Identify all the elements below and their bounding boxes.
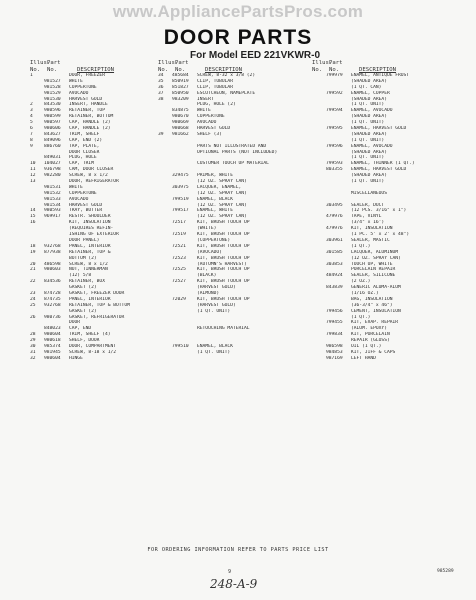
part-description: BOTTOM (2) xyxy=(69,255,97,261)
part-no: 980593 xyxy=(44,208,61,214)
part-no: 834536 xyxy=(44,279,61,285)
part-no: 980604 xyxy=(44,332,61,338)
part-description: (2 OZ.) xyxy=(351,279,371,285)
part-description: (SHADED AREA) xyxy=(351,96,387,102)
header-part-no: Part No. xyxy=(47,60,61,73)
part-no: 981945 xyxy=(44,349,61,355)
parts-column-2 xyxy=(158,60,310,356)
part-description: (3/4" x 16') xyxy=(351,220,385,226)
part-description: (ALMOND) xyxy=(197,290,220,296)
part-description: (1/16 OZ.) xyxy=(351,290,379,296)
header-part-no: Part No. xyxy=(175,60,189,73)
illus-no: 38 xyxy=(158,96,164,102)
part-description: PANEL, INTERIOR xyxy=(69,296,111,302)
part-description: ENAMEL, COPPER xyxy=(351,90,390,96)
illus-no: 1 xyxy=(30,73,33,78)
part-no: 886760 xyxy=(44,143,61,149)
part-description: ENAMEL, AVOCADO xyxy=(351,143,393,149)
part-no: 799595 xyxy=(326,126,343,132)
part-no: 803355 xyxy=(326,167,343,173)
header-description: DESCRIPTION xyxy=(205,66,243,73)
part-no: 981534 xyxy=(44,202,61,208)
part-no: 877938 xyxy=(44,249,61,255)
part-no: 72521 xyxy=(172,243,186,249)
part-no: 479976 xyxy=(326,214,343,220)
part-description: NUT, TINNERMAN xyxy=(69,267,108,273)
part-description: (SHADED AREA) xyxy=(351,114,387,120)
part-description: (1 QT. UNIT) xyxy=(351,137,385,143)
part-description: SCREW, 8 x 1/2 xyxy=(69,261,108,267)
part-description: KIT, PORCELAIN xyxy=(351,332,390,338)
header-illus-no: Illus. No. xyxy=(312,60,333,73)
illus-no: 34 xyxy=(158,73,164,78)
part-no: 72525 xyxy=(172,267,186,273)
part-description: RETAINER, BOX xyxy=(69,279,105,285)
part-description: (1 QT. UNIT) xyxy=(351,155,385,161)
part-description: (12 OZ. SPRAY CAN) xyxy=(351,255,401,261)
part-no: 980736 xyxy=(44,314,61,320)
illus-no: 29 xyxy=(30,338,36,344)
part-no: 984853 xyxy=(326,349,343,355)
part-description: KIT, BRUSH TOUCH UP xyxy=(197,220,250,226)
part-no: 848023 xyxy=(44,326,61,332)
part-no: 799596 xyxy=(326,143,343,149)
part-description: GASKET (2) xyxy=(69,285,97,291)
part-description: RETAINER, TOP xyxy=(69,108,105,114)
part-description: (12 OZ. SPRAY CAN) xyxy=(197,214,247,220)
part-description: RETAINER, TOP & BOTTOM xyxy=(69,302,130,308)
part-no: 980669 xyxy=(172,120,189,126)
part-no: 799519 xyxy=(172,196,189,202)
part-description: CUSTOMER TOUCH UP MATERIAL xyxy=(197,161,269,167)
part-description: SEALER, DUCT xyxy=(351,202,385,208)
part-description: WHITE xyxy=(69,78,83,84)
part-description: DOOR, REFRIGERATOR xyxy=(69,179,119,185)
part-description: COPPERTONE xyxy=(197,114,225,120)
part-description: OPTIONAL PARTS (NOT INCLUDED) xyxy=(197,149,278,155)
part-description: RETOUCHING MATERIAL xyxy=(197,326,250,332)
part-description: (AUTUMN'S HARVEST) xyxy=(197,261,247,267)
part-description: (AVOCADO) xyxy=(197,249,222,255)
part-description: AVOCADO xyxy=(69,90,89,96)
part-no: 303853 xyxy=(326,261,343,267)
part-no: 850950 xyxy=(172,90,189,96)
part-description: KIT, BRUSH TOUCH UP xyxy=(197,243,250,249)
part-description: (COPPERTONE) xyxy=(197,237,231,243)
part-no: 303495 xyxy=(326,202,343,208)
part-description: CAP, TRIM xyxy=(69,161,94,167)
part-no: 983209 xyxy=(172,96,189,102)
part-no: 799510 xyxy=(172,343,189,349)
part-description: INSERT, HANDLE xyxy=(69,102,108,108)
parts-rows xyxy=(312,73,458,362)
part-description: KIT, BRUSH TOUCH UP xyxy=(197,296,250,302)
part-no: 799455 xyxy=(326,320,343,326)
part-description: HINGE xyxy=(69,355,83,361)
parts-column-1 xyxy=(30,60,156,362)
part-description: (12 OZ. SPRAY CAN) xyxy=(197,202,247,208)
illus-no: 21 xyxy=(30,267,36,273)
part-description: (ALUM. EPOXY) xyxy=(351,326,387,332)
part-description: DOOR xyxy=(69,320,81,326)
part-no: 986598 xyxy=(326,343,343,349)
illus-no: 14 xyxy=(30,208,36,214)
illus-no: 4 xyxy=(30,114,33,120)
part-no: 981527 xyxy=(44,78,61,84)
header-part-no: Part No. xyxy=(329,60,343,73)
header-description: DESCRIPTION xyxy=(77,66,115,73)
column-header xyxy=(312,60,458,73)
illus-no: 9 xyxy=(30,143,33,149)
illus-no: 24 xyxy=(30,296,36,302)
part-description: KIT, BRUSH TOUCH UP xyxy=(197,232,250,238)
part-description: ENAMEL, THINNER (1 QT.) xyxy=(351,161,415,167)
part-no: 485684 xyxy=(172,73,189,78)
part-description: CLIP, TUBULAR xyxy=(197,84,233,90)
part-description: RESTR. SHOULDER xyxy=(69,214,111,220)
part-no: 985374 xyxy=(44,343,61,349)
document-number: 985289 xyxy=(437,569,454,574)
part-no: 799979 xyxy=(326,73,343,78)
part-description: ENAMEL, AVOCADO xyxy=(351,108,393,114)
part-no: 799834 xyxy=(326,332,343,338)
part-description: LACQUER, ENAMEL, xyxy=(197,184,242,190)
part-description: (SHADED AREA) xyxy=(351,131,387,137)
part-description: KIT, INSULATION xyxy=(351,226,393,232)
part-description: PORCELAIN REPAIR xyxy=(351,267,396,273)
part-description: (1 QT. UNIT) xyxy=(351,120,385,126)
part-no: 799456 xyxy=(326,308,343,314)
illus-no: 8 xyxy=(30,137,33,143)
part-description: TRIM, SHELF (4) xyxy=(69,332,111,338)
part-no: 981532 xyxy=(44,190,61,196)
part-description: PARTS NOT ILLUSTRATED AND xyxy=(197,143,267,149)
part-description: PRIMER, WHITE xyxy=(197,173,233,179)
illus-no: 30 xyxy=(30,343,36,349)
watermark: www.AppliancePartsPros.com xyxy=(112,2,364,21)
part-description: ENAMEL, HARVEST GOLD xyxy=(351,167,407,173)
part-description: REPAIR (GLOSS) xyxy=(351,338,390,344)
part-description: (SHADED AREA) xyxy=(351,78,387,84)
part-no: 479976 xyxy=(326,226,343,232)
part-description: (12 OZ. SPRAY CAN) xyxy=(197,190,247,196)
illus-no: 3 xyxy=(30,108,33,114)
illus-no: 39 xyxy=(158,131,164,137)
illus-no: 5 xyxy=(30,120,33,126)
header-illus-no: Illus. No. xyxy=(158,60,179,73)
part-description: CAP, HANDLE (2) xyxy=(69,120,111,126)
part-no: 72519 xyxy=(172,232,186,238)
part-description: COPPERTONE xyxy=(69,84,97,90)
part-no: 799592 xyxy=(326,90,343,96)
part-no: 981529 xyxy=(44,90,61,96)
parts-rows xyxy=(158,73,310,356)
part-description: KIT, JIFF & CAPS xyxy=(351,349,396,355)
part-description: ENAMEL, BLACK xyxy=(197,196,233,202)
part-description: CAM, DOOR CLOSER xyxy=(69,167,114,173)
part-description: PLUG, HOLE xyxy=(69,155,97,161)
part-description: SEALER, MASTIC xyxy=(351,237,390,243)
part-no: 980596 xyxy=(44,108,61,114)
part-no: 969917 xyxy=(44,214,61,220)
part-description: (12 PCS. 3/16" x 1") xyxy=(351,208,407,214)
part-description: WHITE xyxy=(69,184,83,190)
part-description: ENAMEL, ANTIQUE FROST xyxy=(351,73,410,78)
ordering-footer: FOR ORDERING INFORMATION REFER TO PARTS PRICE LIST xyxy=(147,547,329,553)
part-description: SHELF (3) xyxy=(197,131,222,137)
part-description: PANEL, INTERIOR xyxy=(69,243,111,249)
part-description: CEMENT, INSULATION xyxy=(351,308,401,314)
part-row xyxy=(312,356,458,362)
part-no: 843839 xyxy=(326,285,343,291)
illus-no: 23 xyxy=(30,290,36,296)
part-no: 980606 xyxy=(44,126,61,132)
part-description: ENAMEL, WHITE xyxy=(197,208,233,214)
part-no: 486598 xyxy=(44,261,61,267)
illus-no: 28 xyxy=(30,332,36,338)
part-description: OIL (1 QT.) xyxy=(351,343,382,349)
part-description: SCREW, 8 x 1/2 xyxy=(69,173,108,179)
illus-no: 7 xyxy=(30,131,33,137)
part-row xyxy=(158,350,310,356)
part-no: 851827 xyxy=(172,84,189,90)
part-description: (1 PC. 5' x 2' x 48") xyxy=(351,232,410,238)
part-no: 980604 xyxy=(44,355,61,361)
illus-no: 6 xyxy=(30,126,33,132)
part-description: ESCUTCHEON, NAMEPLATE xyxy=(197,90,256,96)
part-description: AVOCADO xyxy=(197,120,217,126)
part-description: CAP, END (2) xyxy=(69,137,103,143)
part-no: 932768 xyxy=(44,302,61,308)
part-no: 980668 xyxy=(172,126,189,132)
part-description: (SHADED AREA) xyxy=(351,149,387,155)
part-description: PLUG, HOLE (2) xyxy=(197,102,236,108)
part-no: 936798 xyxy=(44,167,61,173)
part-description: WHITE xyxy=(197,108,211,114)
part-description: (SHADED AREA) xyxy=(351,173,387,179)
illus-no: 37 xyxy=(158,90,164,96)
part-no: 301585 xyxy=(326,249,343,255)
illus-no: 18 xyxy=(30,243,36,249)
part-description: CAP, END xyxy=(69,326,92,332)
part-description: GENERIC ALUMA-ALUM xyxy=(351,285,401,291)
column-header xyxy=(158,60,310,73)
illus-no: 19 xyxy=(30,249,36,255)
part-description: DOOR CLOSER xyxy=(69,149,100,155)
part-description: (1 QT.) xyxy=(351,314,371,320)
part-description: (HARVEST GOLD) xyxy=(197,302,236,308)
part-no: 982280 xyxy=(44,173,61,179)
part-description: LACQUER, ALUMINUM xyxy=(351,249,399,255)
part-no: 981530 xyxy=(44,96,61,102)
part-description: (1 QT. UNIT) xyxy=(351,102,385,108)
part-description: LEFT HAND xyxy=(351,355,376,361)
part-description: RETAINER, BOTTOM xyxy=(69,114,114,120)
illus-no: 31 xyxy=(30,349,36,355)
part-description: KIT, INSULATION xyxy=(69,220,111,226)
part-no: 799594 xyxy=(326,108,343,114)
part-description: SCREW, 8-18 x 1/2 xyxy=(69,349,117,355)
part-description: TOUCH UP, WHITE xyxy=(351,261,393,267)
part-description: HARVEST GOLD xyxy=(197,126,231,132)
column-header xyxy=(30,60,156,73)
part-description: SHELF, DOOR xyxy=(69,338,100,344)
page-title: DOOR PARTS xyxy=(163,26,313,49)
part-no: 303975 xyxy=(172,184,189,190)
part-description: (1 QT.) xyxy=(351,243,371,249)
part-no: 874728 xyxy=(44,290,61,296)
illus-no: 12 xyxy=(30,173,36,179)
part-no: 981528 xyxy=(44,84,61,90)
part-description: (1 QT. UNIT) xyxy=(197,308,231,314)
illus-no: 22 xyxy=(30,279,36,285)
part-description: TRAY, BUTTER xyxy=(69,208,103,214)
part-description: ENAMEL, BLACK xyxy=(197,343,233,349)
part-no: 834875 xyxy=(172,108,189,114)
handwritten-note: 248-A-9 xyxy=(210,577,258,591)
part-no: 303961 xyxy=(326,237,343,243)
part-description: GASKET, FREEZER DOOR xyxy=(69,290,125,296)
part-description: (BLACK) xyxy=(197,273,217,279)
part-description: CAP, HANDLE (2) xyxy=(69,126,111,132)
parts-rows xyxy=(30,73,156,362)
model-subtitle: For Model EED 221VKWR-0 xyxy=(190,50,321,61)
part-no: 104027 xyxy=(44,161,61,167)
part-description: COPPERTONE xyxy=(69,190,97,196)
part-no: 980597 xyxy=(44,120,61,126)
part-description: TAPE, VINYL xyxy=(351,214,382,220)
part-no: 843627 xyxy=(44,131,61,137)
part-no: 799593 xyxy=(326,161,343,167)
part-description: ISHING OF EXTERIOR xyxy=(69,232,119,238)
part-no: 987169 xyxy=(326,355,343,361)
part-description: AVOCADO xyxy=(69,196,89,202)
part-no: 981531 xyxy=(44,184,61,190)
illus-no: 10 xyxy=(30,161,36,167)
illus-no: 11 xyxy=(30,167,36,173)
part-description: DOOR, FREEZER xyxy=(69,73,105,78)
part-no: 980618 xyxy=(44,338,61,344)
illus-no: 16 xyxy=(30,220,36,226)
part-description: SCREW, 8-32 x 3/8 (2) xyxy=(197,73,256,78)
part-no: 72029 xyxy=(172,296,186,302)
illus-no: 13 xyxy=(30,179,36,185)
part-no: 329475 xyxy=(172,173,189,179)
header-description: DESCRIPTION xyxy=(359,66,397,73)
part-description: KIT, BRUSH TOUCH UP xyxy=(197,279,250,285)
illus-no: 35 xyxy=(158,78,164,84)
header-illus-no: Illus. No. xyxy=(30,60,51,73)
part-description: TRIM, SHELF xyxy=(69,131,100,137)
part-description: CLIP, TUBULAR xyxy=(197,78,233,84)
illus-no: 25 xyxy=(30,302,36,308)
part-description: (REQUIRES REFIN- xyxy=(69,226,114,232)
part-no: 849096 xyxy=(44,137,61,143)
part-description: (12 OZ. SPRAY CAN) xyxy=(197,179,247,185)
parts-column-3 xyxy=(312,60,458,362)
part-description: INSERT xyxy=(197,96,214,102)
part-no: 980603 xyxy=(44,267,61,273)
part-description: TAP, PLATE, xyxy=(69,143,100,149)
part-description: (1 QT. UNIT) xyxy=(351,179,385,185)
part-no: 981662 xyxy=(172,131,189,137)
part-description: (36-3/4" x 46") xyxy=(351,302,393,308)
part-no xyxy=(172,350,197,356)
illus-no: 20 xyxy=(30,261,36,267)
part-description: GASKET, REFRIGERATOR xyxy=(69,314,125,320)
part-description: DOOR, COMPARTMENT xyxy=(69,343,117,349)
part-no: 980599 xyxy=(44,114,61,120)
part-description: SEALER, SILICONE xyxy=(351,273,396,279)
part-description: HARVEST GOLD xyxy=(69,202,103,208)
part-description: KIT, BRUSH TOUCH UP xyxy=(197,255,250,261)
part-description: DOOR PANEL) xyxy=(69,237,100,243)
part-description: (1 QT. UNIT) xyxy=(197,349,231,355)
part-no: 981533 xyxy=(44,196,61,202)
part-description: KIT, BRUSH TOUCH UP xyxy=(197,267,250,273)
part-description: (HARVEST GOLD) xyxy=(197,285,236,291)
illus-no xyxy=(312,356,326,362)
part-no: 932768 xyxy=(44,243,61,249)
part-description: KIT, EVAP. REPAIR xyxy=(351,320,399,326)
part-no: 72517 xyxy=(172,220,186,226)
part-no: 850919 xyxy=(172,78,189,84)
illus-no: 32 xyxy=(30,355,36,361)
part-description: HARVEST GOLD xyxy=(69,96,103,102)
part-description: MISCELLANEOUS xyxy=(351,190,387,196)
part-description: GASKET (2) xyxy=(69,308,97,314)
part-no: 874735 xyxy=(44,296,61,302)
illus-no: 36 xyxy=(158,84,164,90)
illus-no: 26 xyxy=(30,314,36,320)
part-description: BAG, INSULATION xyxy=(351,296,393,302)
part-description: ENAMEL, HARVEST GOLD xyxy=(351,126,407,132)
part-no: 799517 xyxy=(172,208,189,214)
part-row xyxy=(30,356,156,362)
part-description: RETAINER, TOP & xyxy=(69,249,111,255)
part-description: (12) 5/8 xyxy=(69,273,92,279)
page-number: 9 xyxy=(228,569,232,575)
part-no: 484924 xyxy=(326,273,343,279)
illus-no: 15 xyxy=(30,214,36,220)
part-no: 980670 xyxy=(172,114,189,120)
illus-no xyxy=(158,350,172,356)
illus-no: 2 xyxy=(30,102,33,108)
part-no: 849031 xyxy=(44,155,61,161)
part-description: (1 QT. CAN) xyxy=(351,84,382,90)
part-description: (WHITE) xyxy=(197,226,217,232)
part-no: 72527 xyxy=(172,279,186,285)
part-no: 843530 xyxy=(44,102,61,108)
part-no: 72523 xyxy=(172,255,186,261)
